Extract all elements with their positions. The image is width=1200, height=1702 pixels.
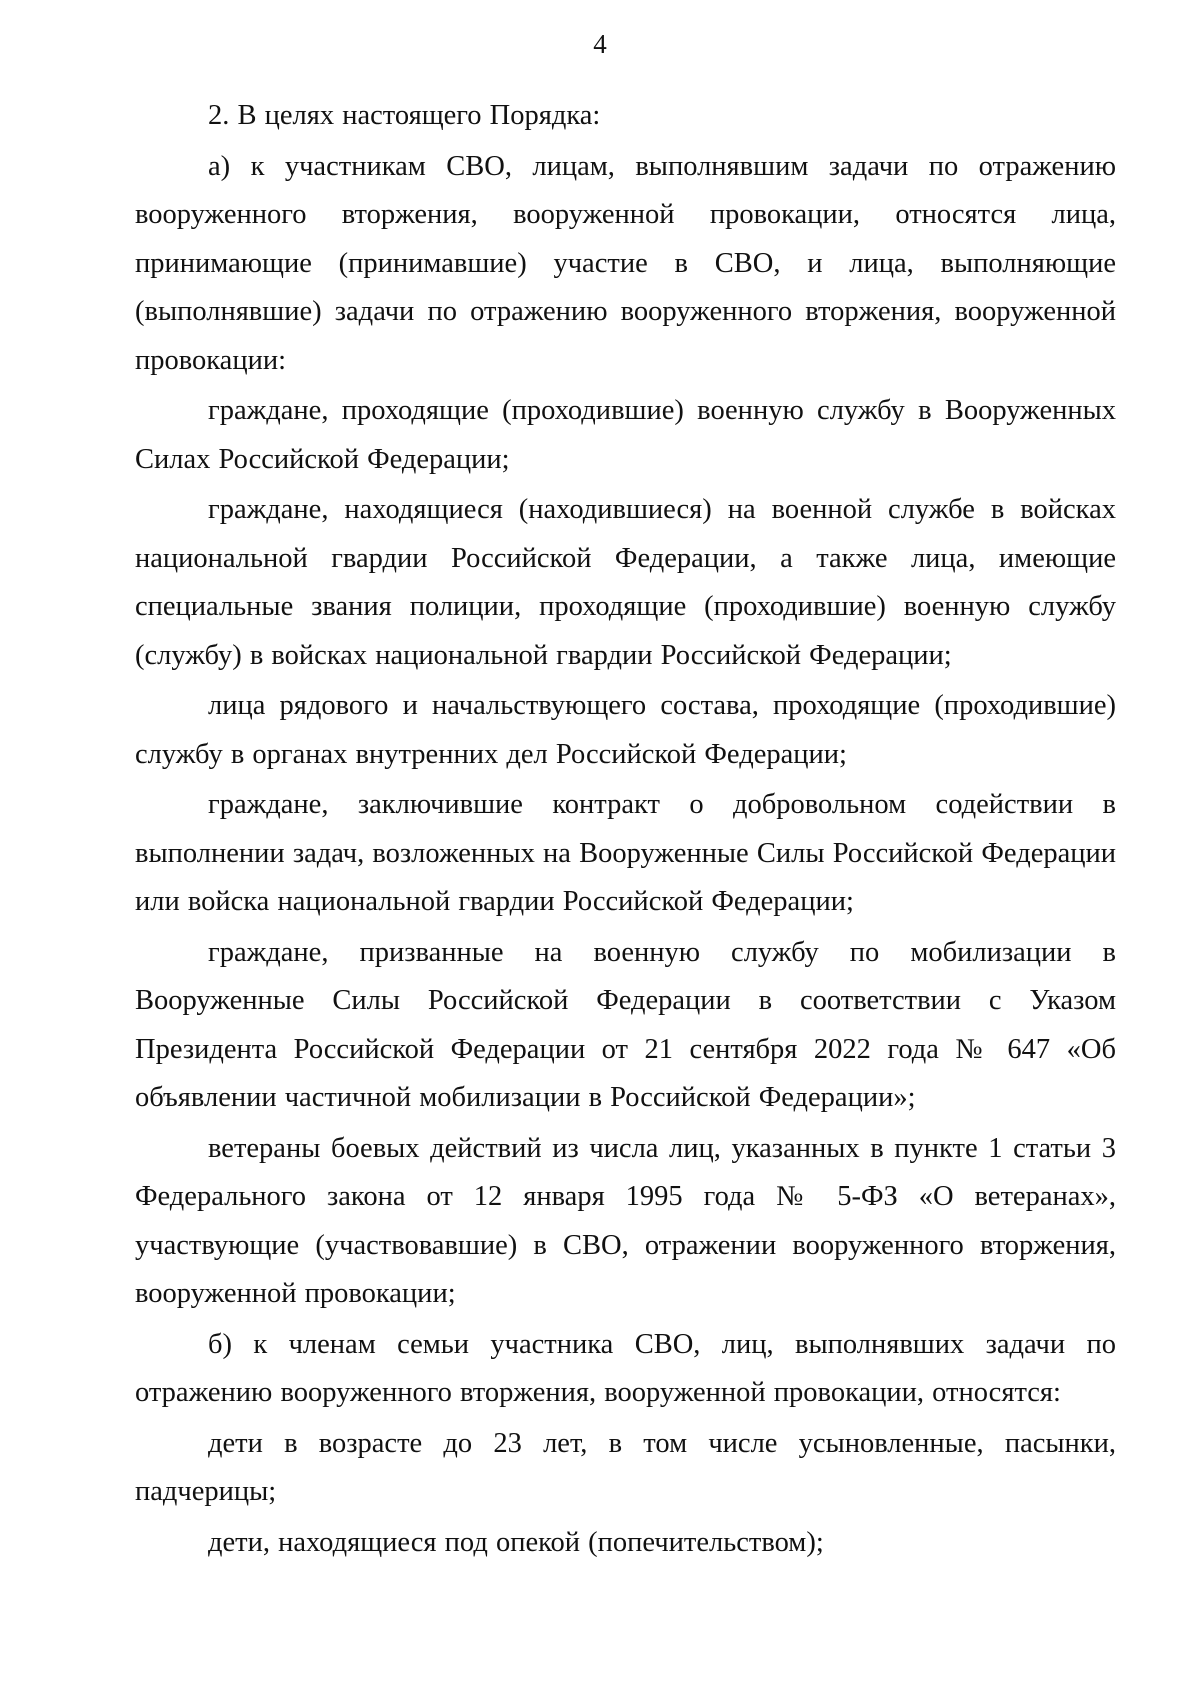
paragraph-children-under-23: дети в возрасте до 23 лет, в том числе усыновленные, пасынки, падчерицы; — [135, 1427, 1116, 1507]
paragraph-internal-affairs: лица рядового и начальствующего состава, проходящие (проходившие) службу в органах внутренних дел Российской Федерации; — [135, 690, 1116, 770]
page-number: 4 — [593, 29, 607, 59]
paragraph-section-2-heading: 2. В целях настоящего Порядка: — [208, 100, 601, 131]
paragraph-national-guard: граждане, находящиеся (находившиеся) на военной службе в войсках национальной гвардии Российской Федерации, а также лица, имеющие специальные звания полиции, проходящие (проходившие) военную службу (службу) в войсках национальной гвардии Российской Федерации; — [135, 494, 1116, 671]
paragraph-armed-forces: граждане, проходящие (проходившие) военную службу в Вооруженных Силах Российской Федерации; — [135, 395, 1116, 475]
paragraph-item-a: а) к участникам СВО, лицам, выполнявшим задачи по отражению вооруженного вторжения, вооруженной провокации, относятся лица, принимающие (принимавшие) участие в СВО, и лица, выполняющие (выполнявшие) задачи по отражению вооруженного вторжения, вооруженной провокации: — [135, 150, 1116, 376]
paragraph-mobilization: граждане, призванные на военную службу по мобилизации в Вооруженные Силы Российской Федерации в соответствии с Указом Президента Российской Федерации от 21 сентября 2022 года № 647 «Об объявлении частичной мобилизации в Российской Федерации»; — [135, 936, 1116, 1113]
paragraph-volunteer-contract: граждане, заключившие контракт о добровольном содействии в выполнении задач, возложенных на Вооруженные Силы Российской Федерации или войска национальной гвардии Российской Федерации; — [135, 789, 1116, 917]
document-body — [135, 92, 1116, 1569]
paragraph-children-guardianship: дети, находящиеся под опекой (попечительством); — [208, 1526, 824, 1558]
paragraph-combat-veterans: ветераны боевых действий из числа лиц, указанных в пункте 1 статьи 3 Федерального закона от 12 января 1995 года № 5-ФЗ «О ветеранах», участвующие (участвовавшие) в СВО, отражении вооруженного вторжения, вооруженной провокации; — [135, 1132, 1116, 1309]
paragraph-item-b: б) к членам семьи участника СВО, лиц, выполнявших задачи по отражению вооруженного вторжения, вооруженной провокации, относятся: — [135, 1328, 1116, 1408]
